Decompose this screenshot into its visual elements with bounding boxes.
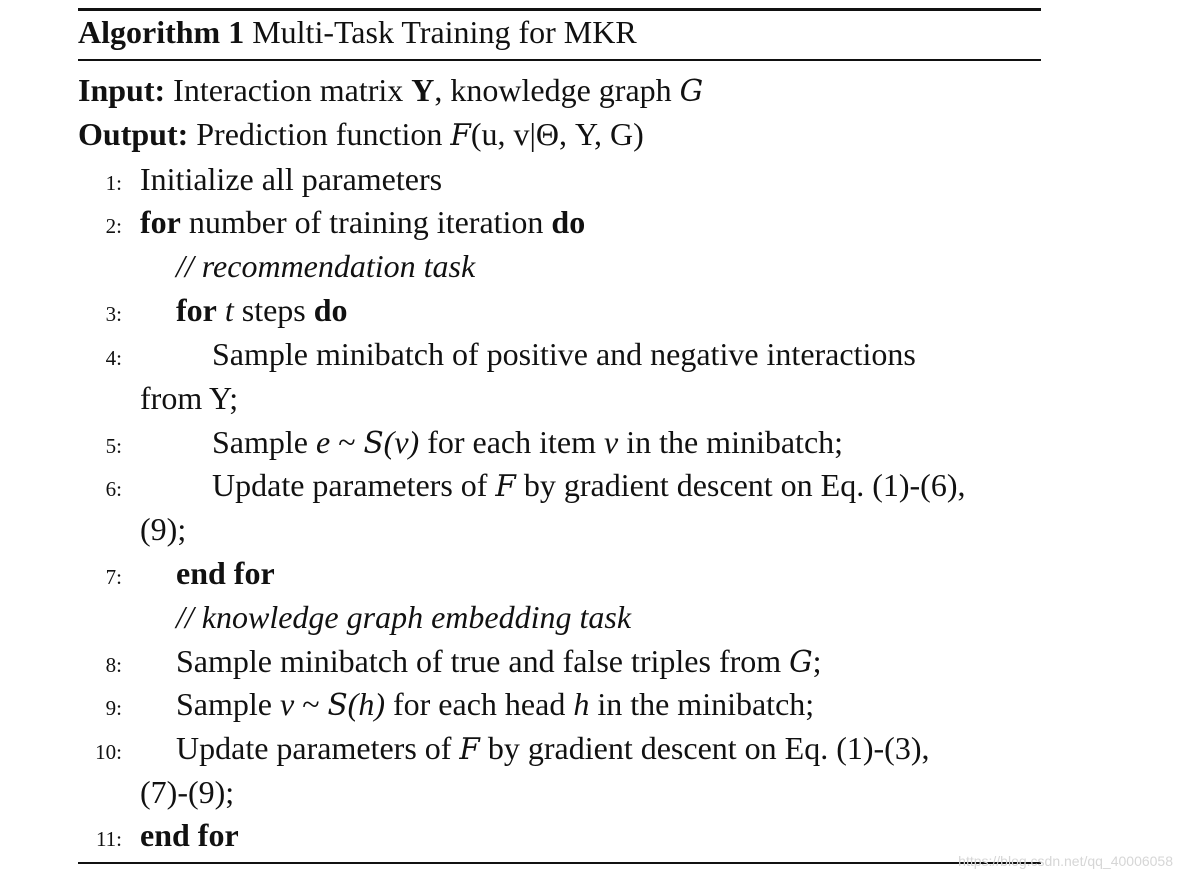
step-text-cont: from Y;: [140, 380, 239, 416]
step-7: [78, 555, 1041, 599]
step-text: Update parameters of: [212, 467, 488, 503]
var-v: v: [279, 686, 295, 722]
sim-symbol: ~: [330, 424, 364, 460]
keyword-end-for: end for: [176, 555, 275, 591]
sampler-symbol: S: [363, 426, 384, 460]
step-text: in the minibatch;: [626, 424, 844, 460]
line-number: 6:: [105, 477, 122, 501]
step-10-continuation: [140, 774, 234, 811]
line-number: 10:: [95, 740, 122, 764]
sampler-arg: (h): [347, 686, 385, 722]
step-6: [78, 467, 1041, 511]
line-number: 3:: [105, 302, 122, 326]
keyword-end-for: end for: [140, 817, 239, 853]
algorithm-title: [78, 14, 637, 51]
step-text: by gradient descent on Eq. (1)-(6),: [523, 467, 966, 503]
function-symbol: F: [450, 118, 471, 152]
step-6-continuation: [140, 511, 186, 548]
top-rule: [78, 8, 1041, 11]
step-text: number of training iteration: [188, 204, 544, 240]
line-number: 4:: [105, 346, 122, 370]
var-h: h: [573, 686, 590, 722]
step-10: [78, 730, 1041, 774]
algorithm-label: Algorithm 1: [78, 14, 245, 50]
output-keyword: Output:: [78, 116, 189, 152]
step-4: [78, 336, 1041, 380]
var-v: v: [603, 424, 619, 460]
step-3: [78, 292, 1041, 336]
line-number: 9:: [105, 696, 122, 720]
step-text: Sample: [212, 424, 308, 460]
step-4-continuation: [140, 380, 238, 417]
comment-recommendation: [78, 248, 1041, 292]
step-text: by gradient descent on Eq. (1)-(3),: [487, 730, 930, 766]
function-symbol: F: [495, 469, 516, 503]
comment-kg: [78, 599, 1041, 643]
step-text: Initialize all parameters: [140, 161, 443, 197]
input-line: [78, 72, 703, 109]
var-t: t: [224, 292, 234, 328]
keyword-for: for: [140, 204, 181, 240]
line-number: 2:: [105, 214, 122, 238]
step-5: [78, 424, 1041, 468]
input-text-2: , knowledge graph: [434, 72, 672, 108]
bottom-rule: [78, 862, 1041, 864]
step-text: Sample minibatch of true and false triples from: [176, 643, 782, 679]
keyword-for: for: [176, 292, 217, 328]
var-e: e: [315, 424, 331, 460]
algorithm-name: Multi-Task Training for MKR: [252, 14, 637, 50]
line-number: 11:: [95, 827, 122, 851]
function-symbol: F: [459, 732, 480, 766]
step-text-cont: (9);: [140, 511, 187, 547]
sampler-symbol: S: [327, 688, 348, 722]
line-number: 1:: [105, 171, 122, 195]
line-number: 8:: [105, 653, 122, 677]
graph-symbol: G: [789, 645, 813, 679]
keyword-do: do: [313, 292, 348, 328]
step-text-cont: (7)-(9);: [140, 774, 235, 810]
input-text: Interaction matrix: [173, 72, 404, 108]
matrix-y: Y: [411, 72, 435, 108]
sampler-arg: (v): [383, 424, 420, 460]
step-9: [78, 686, 1041, 730]
step-8: [78, 643, 1041, 687]
sim-symbol: ~: [294, 686, 328, 722]
step-text: in the minibatch;: [597, 686, 815, 722]
line-number: 5:: [105, 434, 122, 458]
watermark-text: https://blog.csdn.net/qq_40006058: [958, 853, 1173, 869]
step-1: [78, 161, 1041, 205]
keyword-do: do: [551, 204, 586, 240]
step-text: Update parameters of: [176, 730, 452, 766]
step-2: [78, 204, 1041, 248]
step-text: Sample minibatch of positive and negative interactions: [212, 336, 916, 372]
function-args: (u, v|Θ, Y, G): [470, 116, 644, 152]
output-text: Prediction function: [196, 116, 443, 152]
line-number: 7:: [105, 565, 122, 589]
step-text: ;: [812, 643, 822, 679]
output-line: [78, 116, 644, 153]
step-text: steps: [241, 292, 306, 328]
input-keyword: Input:: [78, 72, 166, 108]
comment-text: // recommendation task: [176, 248, 476, 284]
step-11: [78, 817, 1041, 861]
title-rule: [78, 59, 1041, 61]
graph-symbol: G: [679, 74, 704, 108]
step-text: for each head: [392, 686, 566, 722]
step-text: Sample: [176, 686, 272, 722]
step-text: for each item: [427, 424, 596, 460]
comment-text: // knowledge graph embedding task: [176, 599, 632, 635]
